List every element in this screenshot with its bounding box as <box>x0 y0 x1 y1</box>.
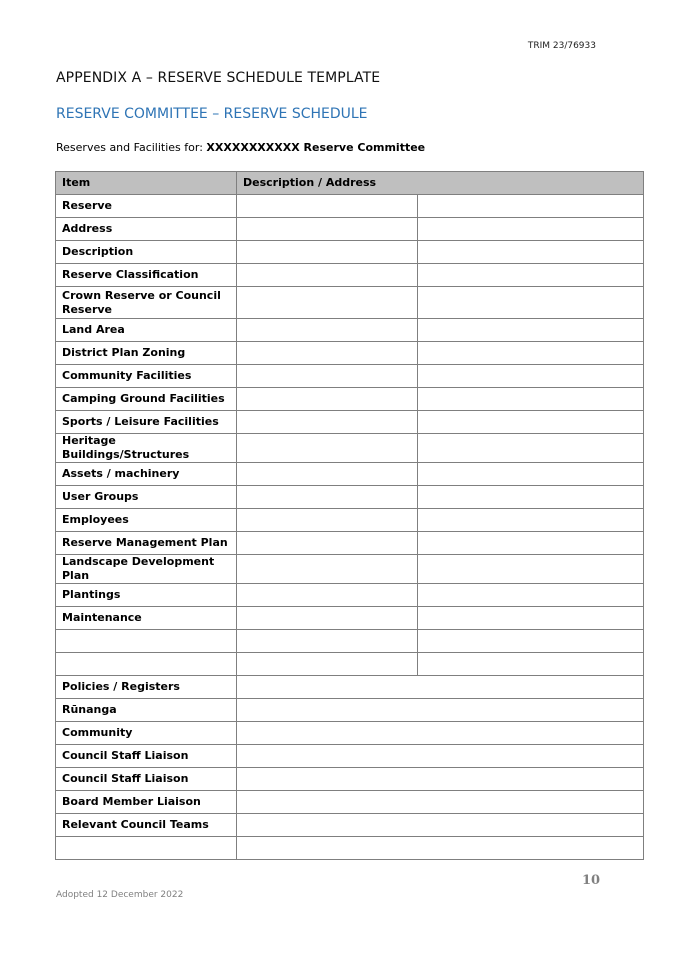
table-row <box>56 365 644 388</box>
item-label: District Plan Zoning <box>56 342 237 365</box>
column-header-description: Description / Address <box>237 172 644 195</box>
description-cell[interactable] <box>237 768 644 791</box>
description-cell[interactable] <box>237 509 418 532</box>
address-cell[interactable] <box>418 486 644 509</box>
address-cell[interactable] <box>418 434 644 463</box>
item-label: Sports / Leisure Facilities <box>56 411 237 434</box>
item-label: Address <box>56 218 237 241</box>
address-cell[interactable] <box>418 319 644 342</box>
address-cell[interactable] <box>418 411 644 434</box>
column-header-item: Item <box>56 172 237 195</box>
item-label <box>56 653 237 676</box>
item-label: Land Area <box>56 319 237 342</box>
address-cell[interactable] <box>418 388 644 411</box>
item-label: Council Staff Liaison <box>56 745 237 768</box>
reserves-for-label: Reserves and Facilities for: <box>56 141 207 154</box>
description-cell[interactable] <box>237 555 418 584</box>
table-row <box>56 319 644 342</box>
address-cell[interactable] <box>418 584 644 607</box>
description-cell[interactable] <box>237 241 418 264</box>
description-cell[interactable] <box>237 676 644 699</box>
item-label: Board Member Liaison <box>56 791 237 814</box>
description-cell[interactable] <box>237 388 418 411</box>
table-row <box>56 434 644 463</box>
description-cell[interactable] <box>237 463 418 486</box>
page-number: 10 <box>582 873 601 888</box>
item-label <box>56 630 237 653</box>
description-cell[interactable] <box>237 342 418 365</box>
description-cell[interactable] <box>237 411 418 434</box>
address-cell[interactable] <box>418 653 644 676</box>
description-cell[interactable] <box>237 791 644 814</box>
item-label: Plantings <box>56 584 237 607</box>
table-row <box>56 607 644 630</box>
item-label: Camping Ground Facilities <box>56 388 237 411</box>
address-cell[interactable] <box>418 532 644 555</box>
description-cell[interactable] <box>237 434 418 463</box>
item-label: Landscape Development Plan <box>56 555 237 584</box>
item-label: Assets / machinery <box>56 463 237 486</box>
description-cell[interactable] <box>237 365 418 388</box>
item-label: Policies / Registers <box>56 676 237 699</box>
table-row <box>56 411 644 434</box>
reserves-for-line <box>56 141 425 154</box>
description-cell[interactable] <box>237 195 418 218</box>
address-cell[interactable] <box>418 287 644 319</box>
description-cell[interactable] <box>237 532 418 555</box>
item-label: Community Facilities <box>56 365 237 388</box>
item-label: Employees <box>56 509 237 532</box>
table-row <box>56 722 644 745</box>
table-row <box>56 388 644 411</box>
description-cell[interactable] <box>237 584 418 607</box>
address-cell[interactable] <box>418 463 644 486</box>
table-row <box>56 342 644 365</box>
address-cell[interactable] <box>418 555 644 584</box>
table-row <box>56 195 644 218</box>
address-cell[interactable] <box>418 630 644 653</box>
item-label: Council Staff Liaison <box>56 768 237 791</box>
description-cell[interactable] <box>237 814 644 837</box>
table-row <box>56 837 644 860</box>
item-label <box>56 837 237 860</box>
item-label: User Groups <box>56 486 237 509</box>
description-cell[interactable] <box>237 837 644 860</box>
table-row <box>56 745 644 768</box>
table-row <box>56 463 644 486</box>
table-row <box>56 814 644 837</box>
description-cell[interactable] <box>237 653 418 676</box>
committee-name: XXXXXXXXXXX Reserve Committee <box>206 141 426 154</box>
item-label: Description <box>56 241 237 264</box>
description-cell[interactable] <box>237 218 418 241</box>
address-cell[interactable] <box>418 241 644 264</box>
table-row <box>56 676 644 699</box>
description-cell[interactable] <box>237 745 644 768</box>
table-row <box>56 532 644 555</box>
description-cell[interactable] <box>237 486 418 509</box>
table-header-row <box>56 172 644 195</box>
address-cell[interactable] <box>418 195 644 218</box>
item-label: Rūnanga <box>56 699 237 722</box>
description-cell[interactable] <box>237 319 418 342</box>
table-row <box>56 630 644 653</box>
address-cell[interactable] <box>418 218 644 241</box>
description-cell[interactable] <box>237 607 418 630</box>
table-row <box>56 768 644 791</box>
address-cell[interactable] <box>418 365 644 388</box>
page-title: APPENDIX A – RESERVE SCHEDULE TEMPLATE <box>56 70 381 86</box>
item-label: Crown Reserve or Council Reserve <box>56 287 237 319</box>
address-cell[interactable] <box>418 264 644 287</box>
table-row <box>56 699 644 722</box>
trim-reference: TRIM 23/76933 <box>527 41 596 51</box>
description-cell[interactable] <box>237 264 418 287</box>
table-row <box>56 653 644 676</box>
address-cell[interactable] <box>418 342 644 365</box>
item-label: Reserve Classification <box>56 264 237 287</box>
item-label: Relevant Council Teams <box>56 814 237 837</box>
table-row <box>56 287 644 319</box>
address-cell[interactable] <box>418 509 644 532</box>
table-row <box>56 241 644 264</box>
section-heading: RESERVE COMMITTEE – RESERVE SCHEDULE <box>56 106 368 122</box>
item-label: Heritage Buildings/Structures <box>56 434 237 463</box>
table-row <box>56 584 644 607</box>
table-row <box>56 218 644 241</box>
description-cell[interactable] <box>237 699 644 722</box>
description-cell[interactable] <box>237 722 644 745</box>
table-row <box>56 509 644 532</box>
item-label: Maintenance <box>56 607 237 630</box>
table-row <box>56 486 644 509</box>
item-label: Reserve Management Plan <box>56 532 237 555</box>
item-label: Reserve <box>56 195 237 218</box>
table-row <box>56 264 644 287</box>
description-cell[interactable] <box>237 630 418 653</box>
table-row <box>56 791 644 814</box>
table-row <box>56 555 644 584</box>
adopted-date: Adopted 12 December 2022 <box>56 890 184 900</box>
item-label: Community <box>56 722 237 745</box>
address-cell[interactable] <box>418 607 644 630</box>
reserve-schedule-table <box>55 171 644 860</box>
description-cell[interactable] <box>237 287 418 319</box>
